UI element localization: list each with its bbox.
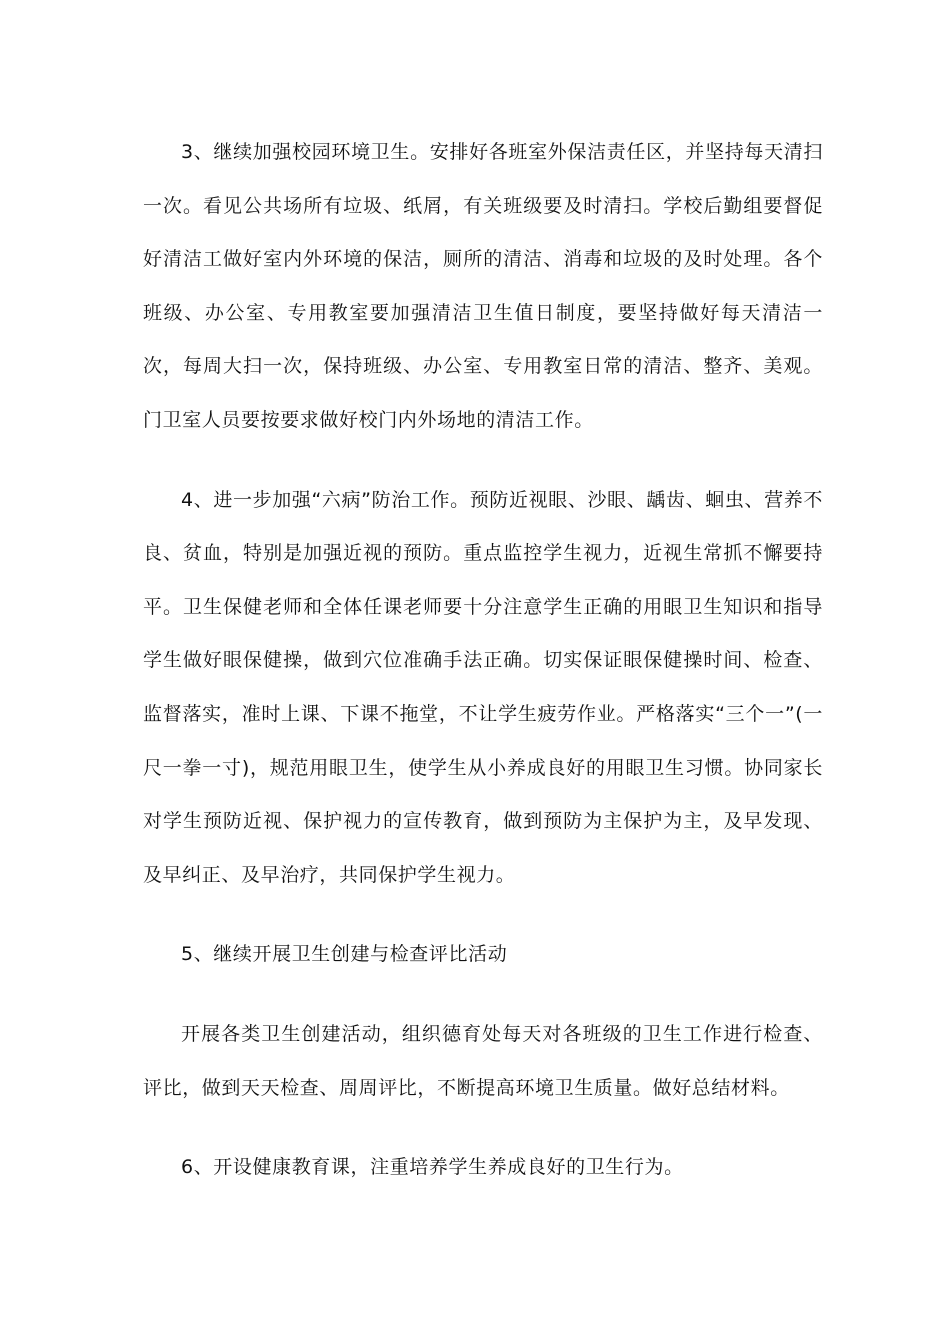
paragraph-item-5-heading: 5、继续开展卫生创建与检查评比活动 xyxy=(181,943,508,966)
paragraph-item-6: 6、开设健康教育课，注重培养学生养成良好的卫生行为。 xyxy=(181,1156,684,1179)
paragraph-item-5-body: 开展各类卫生创建活动，组织德育处每天对各班级的卫生工作进行检查、评比，做到天天检查、周周评比，不断提高环境卫生质量。做好总结材料。 xyxy=(143,1022,823,1099)
paragraph-item-3: 3、继续加强校园环境卫生。安排好各班室外保洁责任区，并坚持每天清扫一次。看见公共场所有垃圾、纸屑，有关班级要及时清扫。学校后勤组要督促好清洁工做好室内外环境的保洁，厕所的清洁、消毒和垃圾的及时处理。各个班级、办公室、专用教室要加强清洁卫生值日制度，要坚持做好每天清洁一次，每周大扫一次，保持班级、办公室、专用教室日常的清洁、整齐、美观。门卫室人员要按要求做好校门内外场地的清洁工作。 xyxy=(143,141,823,431)
document-body xyxy=(143,126,823,1195)
paragraph-item-4: 4、进一步加强“六病”防治工作。预防近视眼、沙眼、龋齿、蛔虫、营养不良、贫血，特别是加强近视的预防。重点监控学生视力，近视生常抓不懈要持平。卫生保健老师和全体任课老师要十分注意学生正确的用眼卫生知识和指导学生做好眼保健操，做到穴位准确手法正确。切实保证眼保健操时间、检查、监督落实，准时上课、下课不拖堂，不让学生疲劳作业。严格落实“三个一”(一尺一拳一寸)，规范用眼卫生，使学生从小养成良好的用眼卫生习惯。协同家长对学生预防近视、保护视力的宣传教育，做到预防为主保护为主，及早发现、及早纠正、及早治疗，共同保护学生视力。 xyxy=(143,488,823,886)
